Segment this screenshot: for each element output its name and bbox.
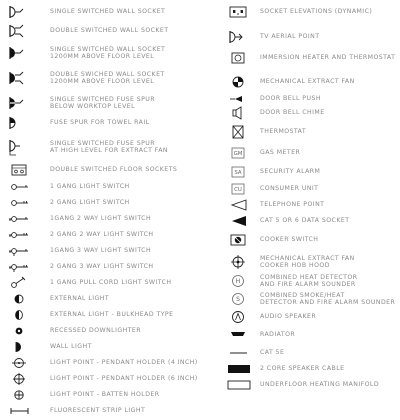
data-socket-icon (222, 213, 258, 229)
legend-row (0, 116, 220, 130)
fuse-spur-below-worktop-icon (4, 92, 40, 114)
legend-row (220, 106, 400, 120)
legend-row (0, 228, 220, 242)
legend-label: MECHANICAL EXTRACT FAN (260, 78, 355, 86)
hob-hood-fan-icon (222, 253, 258, 271)
legend-row (220, 124, 400, 140)
legend-row (220, 197, 400, 213)
legend-label: DOOR BELL CHIME (260, 109, 325, 117)
legend-row (0, 4, 220, 20)
legend-row (220, 361, 400, 377)
legend-row (220, 377, 400, 393)
gas-meter-icon (222, 145, 258, 161)
legend-row (220, 213, 400, 229)
legend-label: TELEPHONE POINT (260, 201, 325, 209)
legend-row (220, 181, 400, 197)
one-gang-two-way-switch-icon (4, 212, 40, 226)
legend-label: BELOW WORKTOP LEVEL (50, 103, 136, 110)
legend-label: TV AERIAL POINT (260, 33, 320, 41)
legend-label: LIGHT POINT - PENDANT HOLDER (6 INCH) (50, 375, 198, 383)
legend-label: CAT 5 OR 6 DATA SOCKET (260, 217, 350, 225)
legend-label: COOKER HOB HOOD (260, 262, 330, 269)
high-level-fuse-spur-icon (4, 136, 40, 158)
telephone-point-icon (222, 197, 258, 213)
pendant-6-inch-icon (4, 372, 40, 386)
heat-detector-icon (222, 272, 258, 290)
cooker-switch-icon (222, 232, 258, 248)
raised-double-socket-icon (4, 67, 40, 89)
legend-row (0, 196, 220, 210)
legend-row (220, 164, 400, 180)
legend-label: FUSE SPUR FOR TOWEL RAIL (50, 119, 150, 127)
legend-label: 1200MM ABOVE FLOOR LEVEL (50, 53, 155, 60)
legend-label: 2 CORE SPEAKER CABLE (260, 365, 345, 373)
legend-row (220, 74, 400, 90)
legend-label: EXTERNAL LIGHT - BULKHEAD TYPE (50, 311, 174, 319)
security-alarm-text: SA (234, 170, 242, 177)
smoke-detector-icon (222, 290, 258, 308)
legend-row (0, 244, 220, 258)
legend-label: 1 GANG LIGHT SWITCH (50, 183, 130, 191)
tv-aerial-icon (222, 27, 258, 47)
legend-row (220, 327, 400, 343)
two-gang-switch-icon (4, 196, 40, 210)
legend-label: DETECTOR AND FIRE ALARM SOUNDER (260, 299, 396, 306)
legend-label: 2 GANG 2 WAY LIGHT SWITCH (50, 231, 154, 239)
legend-row (220, 50, 400, 66)
legend-row (0, 42, 220, 64)
pull-cord-switch-icon (4, 276, 40, 290)
legend-label: 1200MM ABOVE FLOOR LEVEL (50, 78, 155, 85)
legend-label: LIGHT POINT - BATTEN HOLDER (50, 391, 160, 399)
legend-label: RADIATOR (260, 331, 296, 339)
two-gang-three-way-switch-icon (4, 260, 40, 274)
recessed-downlighter-icon (4, 324, 40, 338)
legend-row (0, 356, 220, 370)
legend-row (220, 253, 400, 271)
legend-label: THERMOSTAT (260, 128, 307, 136)
legend-label: GAS METER (260, 149, 301, 157)
legend-label: WALL LIGHT (50, 343, 92, 351)
thermostat-icon (222, 124, 258, 140)
legend-label: 2 GANG LIGHT SWITCH (50, 199, 130, 207)
pendant-4-inch-icon (4, 356, 40, 370)
bell-push-icon (222, 92, 258, 106)
floor-sockets-icon (4, 163, 40, 177)
legend-label: SINGLE SWITCHED FUSE SPUR (50, 95, 156, 103)
legend-label: UNDERFLOOR HEATING MANIFOLD (260, 381, 380, 389)
legend-row (0, 180, 220, 194)
immersion-heater-icon (222, 50, 258, 66)
legend-row (0, 372, 220, 386)
extract-fan-icon (222, 74, 258, 90)
legend-label: COOKER SWITCH (260, 236, 319, 244)
legend-row (0, 260, 220, 274)
gas-meter-text: GM (233, 151, 243, 158)
legend-row (220, 145, 400, 161)
legend-row (0, 212, 220, 226)
legend-label: AND FIRE ALARM SOUNDER (260, 281, 356, 288)
legend-row (220, 27, 400, 47)
legend-label: 1GANG 2 WAY LIGHT SWITCH (50, 215, 152, 223)
legend-row (0, 276, 220, 290)
legend-label: AUDIO SPEAKER (260, 313, 317, 321)
underfloor-manifold-icon (222, 377, 258, 393)
fluorescent-strip-icon (4, 404, 40, 418)
legend-label: COMBINED HEAT DETECTOR (260, 273, 358, 281)
legend-row (0, 92, 220, 114)
legend-row (0, 340, 220, 354)
legend-row (0, 292, 220, 306)
towel-rail-fuse-spur-icon (4, 116, 40, 130)
legend-label: 2 GANG 3 WAY LIGHT SWITCH (50, 263, 154, 271)
wall-light-icon (4, 340, 40, 354)
legend-label: EXTERNAL LIGHT (50, 295, 110, 303)
legend-label: DOUBLE SWITCHED WALL SOCKET (50, 27, 169, 35)
legend-label: DOUBLE SWICHED WALL SOCKET (50, 70, 165, 78)
legend-row (0, 163, 220, 177)
legend-row (220, 232, 400, 248)
legend-label: AT HIGH LEVEL FOR EXTRACT FAN (50, 147, 168, 154)
legend-label: CONSUMER UNIT (260, 185, 319, 193)
legend-row (220, 345, 400, 361)
legend-label: DOOR BELL PUSH (260, 95, 321, 103)
legend-label: FLUORESCENT STRIP LIGHT (50, 407, 146, 415)
legend-label: LIGHT POINT - PENDANT HOLDER (4 INCH) (50, 359, 198, 367)
legend-label: SINGLE SWITCHED WALL SOCKET (50, 8, 166, 16)
legend-row (220, 4, 400, 20)
legend-row (0, 308, 220, 322)
legend-label: 1 GANG PULL CORD LIGHT SWITCH (50, 279, 172, 287)
consumer-unit-text: CU (234, 187, 242, 194)
legend-row (220, 92, 400, 106)
speaker-cable-icon (222, 361, 258, 377)
single-switched-wall-socket-icon (4, 4, 40, 20)
legend-row (0, 324, 220, 338)
legend-row (0, 404, 220, 418)
legend-row (220, 309, 400, 325)
legend-row (0, 23, 220, 39)
legend-row (0, 388, 220, 402)
bell-chime-icon (222, 106, 258, 120)
legend-label: RECESSED DOWNLIGHTER (50, 327, 142, 335)
external-light-icon (4, 292, 40, 306)
legend-label: DOUBLE SWITCHED FLOOR SOCKETS (50, 166, 178, 174)
smoke-detector-text: S (236, 296, 240, 304)
consumer-unit-icon (222, 181, 258, 197)
legend-row (0, 136, 220, 158)
legend-label: MECHANICAL EXTRACT FAN (260, 254, 355, 262)
audio-speaker-icon (222, 309, 258, 325)
socket-elevation-icon (222, 4, 258, 20)
two-gang-two-way-switch-icon (4, 228, 40, 242)
heat-detector-text: H (235, 278, 241, 286)
legend-label: IMMERSION HEATER AND THERMOSTAT (260, 54, 396, 62)
legend-row (220, 290, 400, 308)
one-gang-switch-icon (4, 180, 40, 194)
bulkhead-light-icon (4, 308, 40, 322)
batten-holder-icon (4, 388, 40, 402)
double-switched-wall-socket-icon (4, 23, 40, 39)
raised-single-socket-icon (4, 42, 40, 64)
legend-label: SINGLE SWITCHED FUSE SPUR (50, 139, 156, 147)
one-gang-three-way-switch-icon (4, 244, 40, 258)
legend-row (0, 67, 220, 89)
legend-label: COMBINED SMOKE/HEAT (260, 291, 345, 299)
cat5e-icon (222, 345, 258, 361)
legend-label: 1GANG 3 WAY LIGHT SWITCH (50, 247, 152, 255)
legend-label: CAT 5E (260, 349, 285, 357)
legend-label: SECURITY ALARM (260, 168, 321, 176)
legend-label: SOCKET ELEVATIONS (DYNAMIC) (260, 8, 373, 16)
legend-label: SINGLE SWITCHED WALL SOCKET (50, 45, 166, 53)
legend-row (220, 272, 400, 290)
radiator-icon (222, 327, 258, 343)
security-alarm-icon (222, 164, 258, 180)
